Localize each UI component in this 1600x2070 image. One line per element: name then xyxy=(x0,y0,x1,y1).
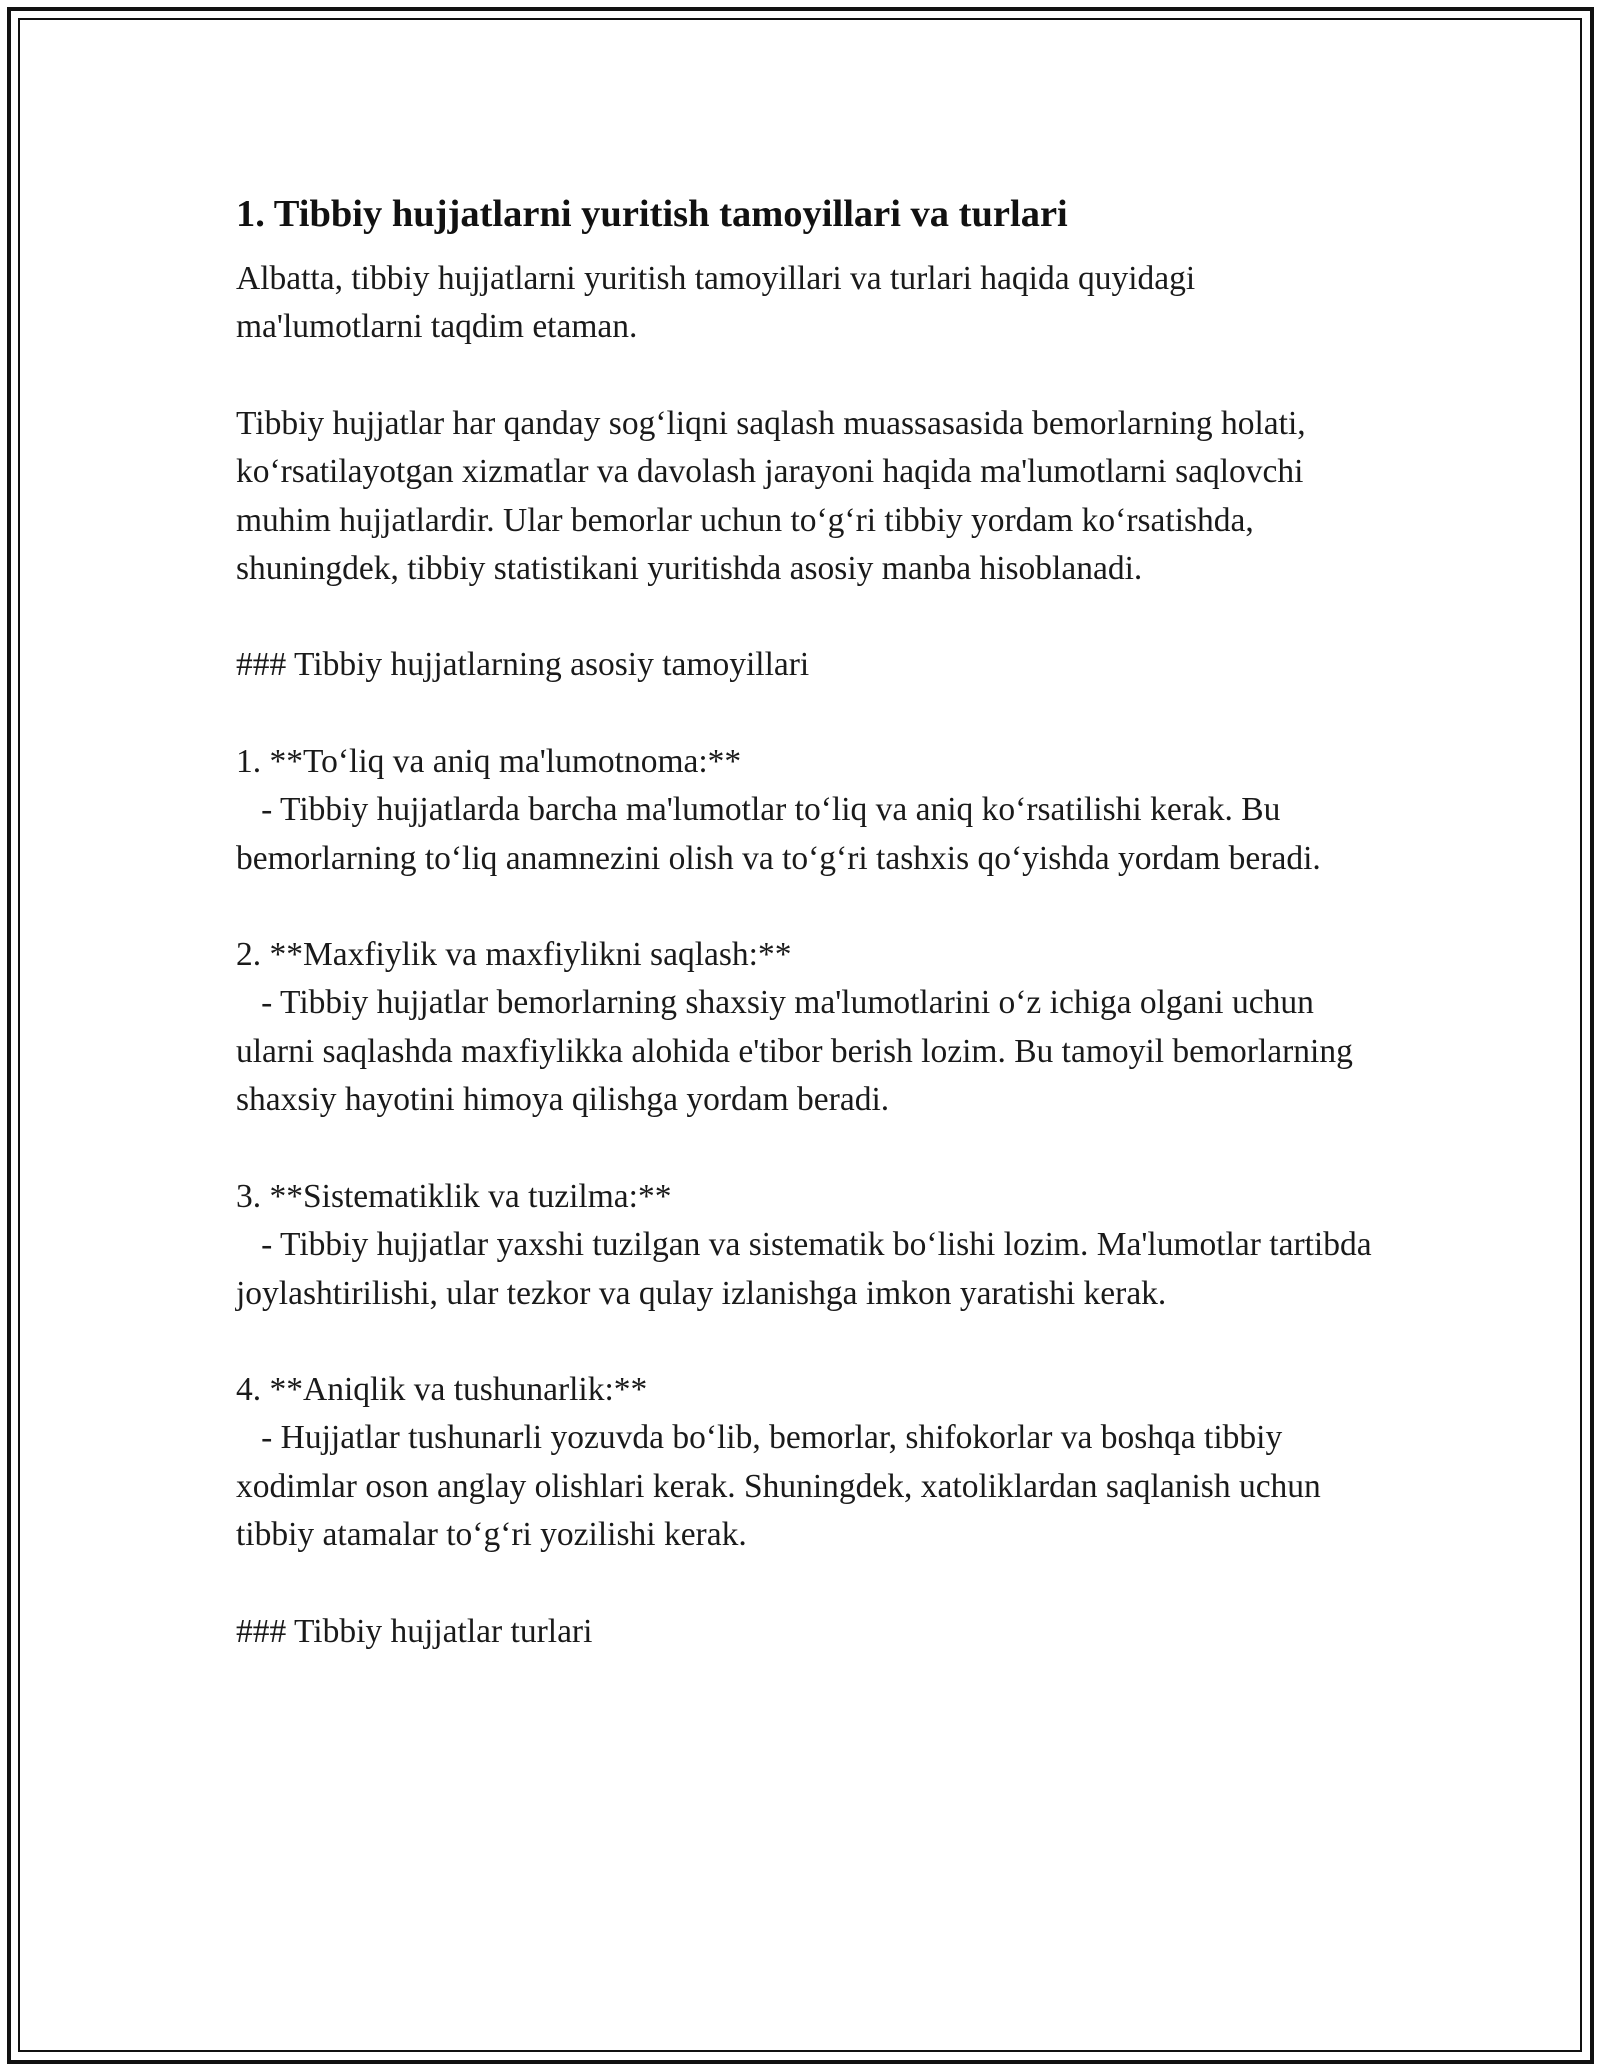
principle-item-4: 4. **Aniqlik va tushunarlik:** - Hujjatlar tushunarli yozuvda bo‘lib, bemorlar, shifokorlar va boshqa tibbiy xodimlar oson anglay olishlari kerak. Shuningdek, xatoliklardan saqlanish uchun tibbiy atamalar to‘g‘ri yozilishi kerak. xyxy=(236,1370,1321,1554)
section-heading-types: ### Tibbiy hujjatlar turlari xyxy=(236,1612,593,1650)
principle-item-1: 1. **To‘liq va aniq ma'lumotnoma:** - Tibbiy hujjatlarda barcha ma'lumotlar to‘liq va aniq ko‘rsatilishi kerak. Bu bemorlarning to‘liq anamnezini olish va to‘g‘ri tashxis qo‘yishda yordam beradi. xyxy=(236,742,1321,877)
document-title: 1. Tibbiy hujjatlarni yuritish tamoyillari va turlari xyxy=(236,193,1068,235)
intro-paragraph: Albatta, tibbiy hujjatlarni yuritish tamoyillari va turlari haqida quyidagi ma'lumotlarni taqdim etaman. xyxy=(236,260,1204,346)
document-body xyxy=(236,188,1376,1656)
section-heading-principles: ### Tibbiy hujjatlarning asosiy tamoyillari xyxy=(236,646,810,684)
principle-item-3: 3. **Sistematiklik va tuzilma:** - Tibbiy hujjatlar yaxshi tuzilgan va sistematik bo‘lishi lozim. Ma'lumotlar tartibda joylashtirilishi, ular tezkor va qulay izlanishga imkon yaratishi kerak. xyxy=(236,1177,1372,1312)
principle-item-2: 2. **Maxfiylik va maxfiylikni saqlash:** - Tibbiy hujjatlar bemorlarning shaxsiy ma'lumotlarini o‘z ichiga olgani uchun ularni saqlashda maxfiylikka alohida e'tibor berish lozim. Bu tamoyil bemorlarning shaxsiy hayotini himoya qilishga yordam beradi. xyxy=(236,936,1353,1119)
description-paragraph: Tibbiy hujjatlar har qanday sog‘liqni saqlash muassasasida bemorlarning holati, ko‘rsatilayotgan xizmatlar va davolash jarayoni haqida ma'lumotlarni saqlovchi muhim hujjatlardir. Ular bemorlar uchun to‘g‘ri tibbiy yordam ko‘rsatishda, shuningdek, tibbiy statistikani yuritishda asosiy manba hisoblanadi. xyxy=(236,404,1315,588)
